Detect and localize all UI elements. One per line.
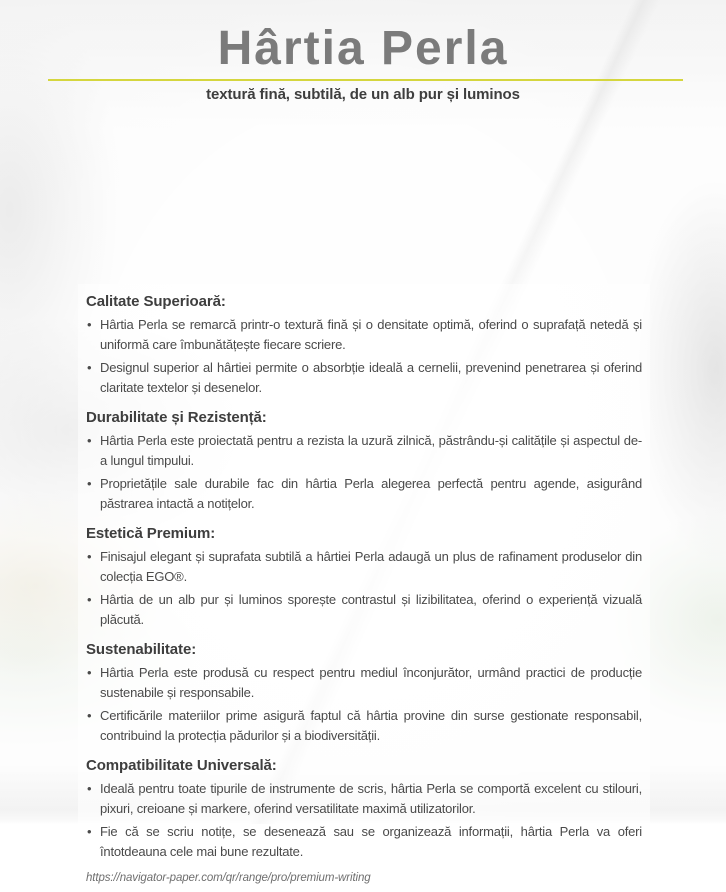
bullet-dot-icon: • (87, 549, 92, 564)
bullet-text: Fie că se scriu notițe, se desenează sau se organizează informații, hârtia Perla va oferi întotdeauna cele mai bune rezultate. (100, 824, 642, 859)
bullet-dot-icon: • (87, 781, 92, 796)
section-sustenabilitate (86, 640, 650, 746)
bullet-dot-icon: • (87, 824, 92, 839)
product-url-link[interactable]: https://navigator-paper.com/qr/range/pro/premium-writing (86, 872, 371, 884)
bullet-list (86, 315, 642, 398)
bullet-text: Hârtia Perla este produsă cu respect pentru mediul înconjurător, urmând practici de producție sustenabile și responsabile. (100, 665, 642, 700)
bullet-dot-icon: • (87, 317, 92, 332)
bullet-list (86, 663, 642, 746)
section-estetica-premium (86, 524, 650, 630)
bullet-item (86, 358, 642, 398)
bullet-item (86, 706, 642, 746)
bullet-text: Designul superior al hârtiei permite o absorbție ideală a cernelii, prevenind penetrarea și oferind claritate textelor și desenelor. (100, 360, 642, 395)
section-title: Estetică Premium: (86, 525, 216, 542)
bullet-item (86, 779, 642, 819)
bullet-text: Ideală pentru toate tipurile de instrumente de scris, hârtia Perla se comportă excelent cu stilouri, pixuri, creioane și markere, oferind versatilitate maximă utilizatorilor. (100, 781, 642, 816)
bullet-item (86, 663, 642, 703)
bullet-list (86, 779, 642, 862)
bullet-dot-icon: • (87, 360, 92, 375)
section-title: Compatibilitate Universală: (86, 757, 277, 774)
section-durabilitate (86, 408, 650, 514)
bullet-item (86, 474, 642, 514)
page-title: Hârtia Perla (217, 22, 509, 75)
bullet-text: Proprietățile sale durabile fac din hârtia Perla alegerea perfectă pentru agende, asigurând păstrarea intactă a notițelor. (100, 476, 642, 511)
bullet-dot-icon: • (87, 476, 92, 491)
bullet-text: Certificările materiilor prime asigură faptul că hârtia provine din surse gestionate responsabil, contribuind la protecția pădurilor și a biodiversității. (100, 708, 642, 743)
content-panel (78, 284, 650, 890)
section-title: Calitate Superioară: (86, 293, 226, 310)
bullet-text: Hârtia Perla este proiectată pentru a rezista la uzură zilnică, păstrându-și calitățile și aspectul de-a lungul timpului. (100, 433, 642, 468)
bullet-text: Finisajul elegant și suprafata subtilă a hârtiei Perla adaugă un plus de rafinament produselor din colecția EGO®. (100, 549, 642, 584)
bullet-item (86, 315, 642, 355)
bullet-text: Hârtia de un alb pur și luminos sporește contrastul și lizibilitatea, oferind o experiență vizuală plăcută. (100, 592, 642, 627)
section-compatibilitate (86, 756, 650, 862)
page-header (0, 0, 726, 103)
bullet-dot-icon: • (87, 665, 92, 680)
bullet-item (86, 547, 642, 587)
bullet-dot-icon: • (87, 433, 92, 448)
section-calitate-superioara (86, 292, 650, 398)
bullet-list (86, 547, 642, 630)
title-accent-rule (48, 79, 683, 81)
bullet-item (86, 590, 642, 630)
bullet-item (86, 822, 642, 862)
section-title: Sustenabilitate: (86, 641, 197, 658)
page-subtitle: textură fină, subtilă, de un alb pur și luminos (206, 86, 520, 103)
bullet-list (86, 431, 642, 514)
bullet-dot-icon: • (87, 592, 92, 607)
bullet-text: Hârtia Perla se remarcă printr-o textură fină și o densitate optimă, oferind o suprafață netedă și uniformă care îmbunătățește fiecare scriere. (100, 317, 642, 352)
section-title: Durabilitate și Rezistență: (86, 409, 267, 426)
bullet-item (86, 431, 642, 471)
bullet-dot-icon: • (87, 708, 92, 723)
